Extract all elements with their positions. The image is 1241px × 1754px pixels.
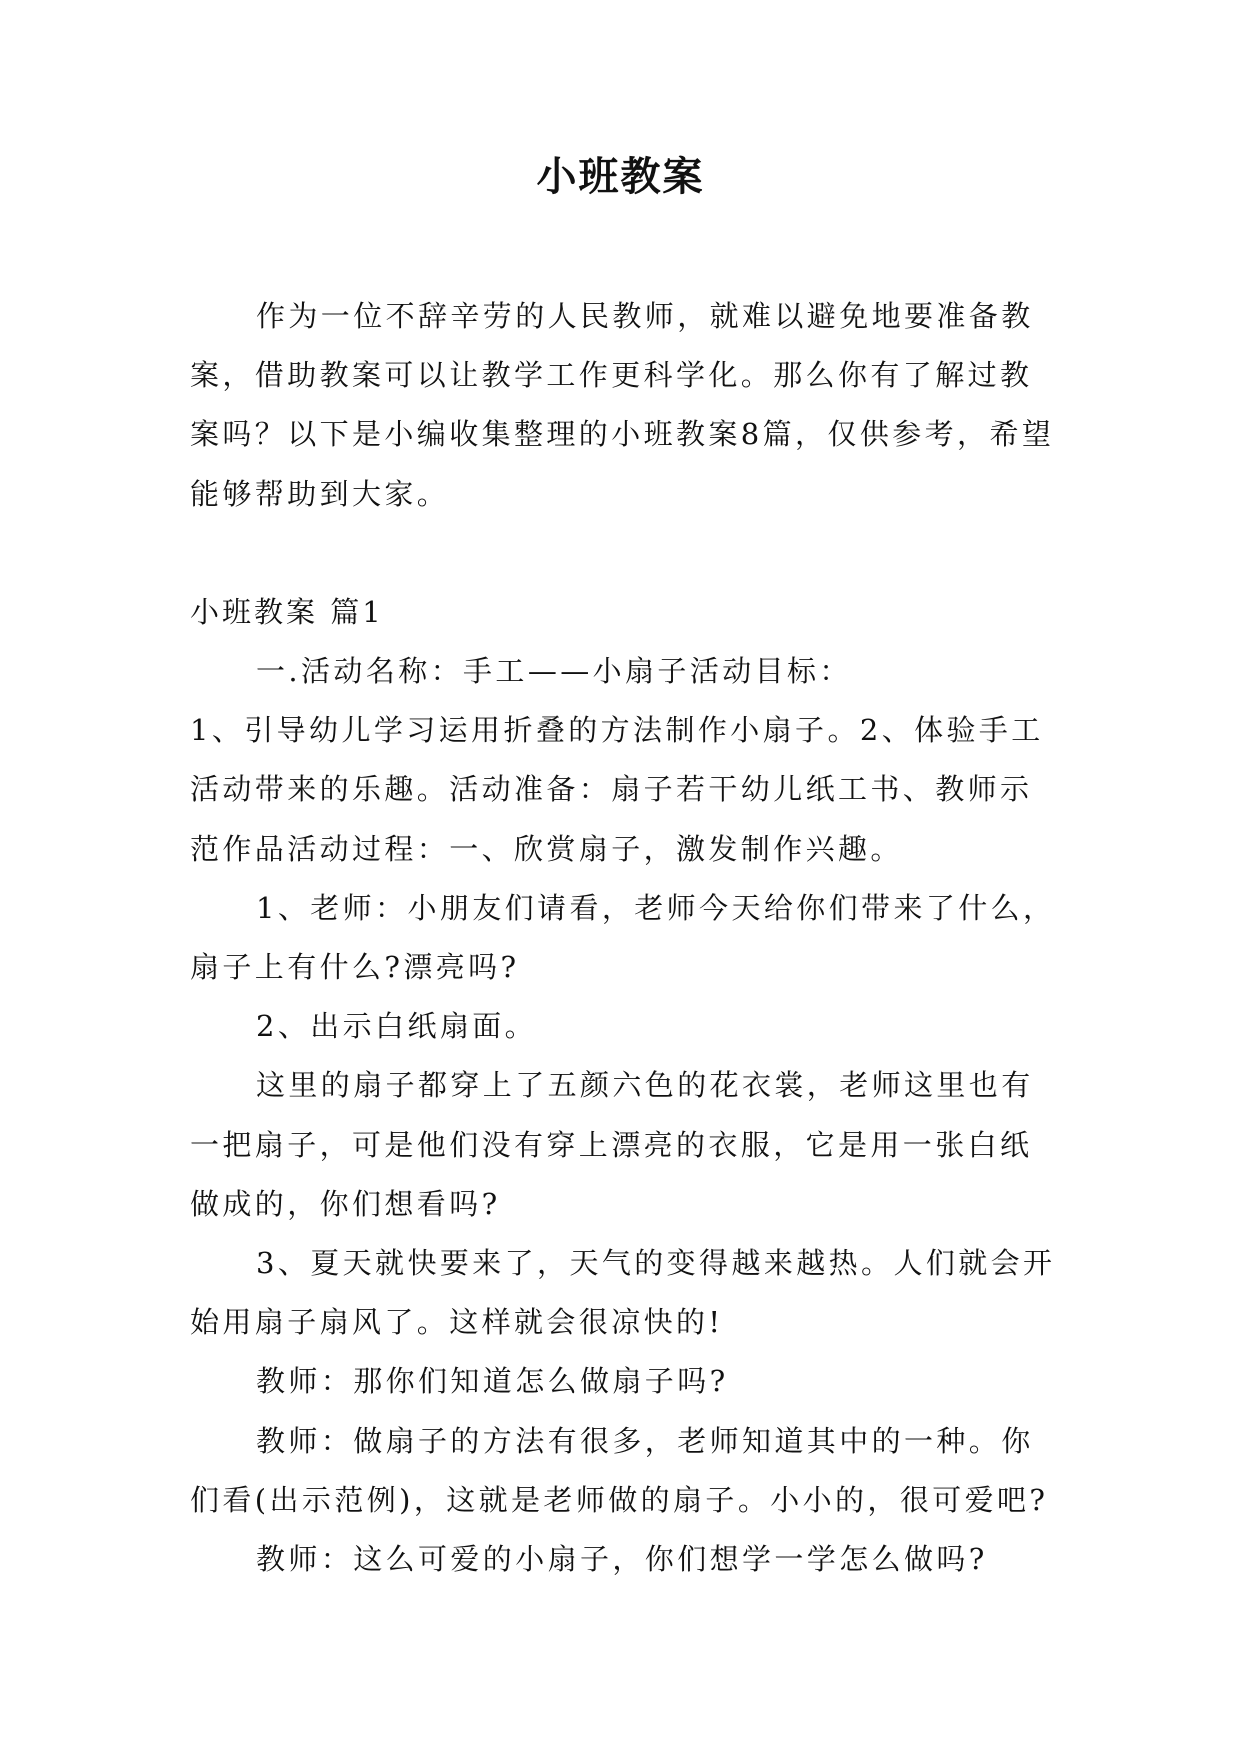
- section-heading: 小班教案 篇1: [190, 594, 384, 629]
- paragraph: 1、老师：小朋友们请看，老师今天给你们带来了什么，扇子上有什么?漂亮吗?: [190, 890, 1056, 985]
- paragraph: 这里的扇子都穿上了五颜六色的花衣裳，老师这里也有一把扇子，可是他们没有穿上漂亮的衣服，它是用一张白纸做成的，你们想看吗?: [190, 1068, 1034, 1221]
- paragraph: 3、夏天就快要来了，天气的变得越来越热。人们就会开始用扇子扇风了。这样就会很凉快的!: [190, 1246, 1056, 1340]
- document-body: [190, 287, 1062, 1589]
- paragraph: 教师：那你们知道怎么做扇子吗?: [256, 1364, 729, 1399]
- intro-paragraph: 作为一位不辞辛劳的人民教师，就难以避免地要准备教案，借助教案可以让教学工作更科学化。那么你有了解过教案吗？以下是小编收集整理的小班教案8篇，仅供参考，希望能够帮助到大家。: [190, 299, 1055, 511]
- paragraph: 2、出示白纸扇面。: [256, 1009, 538, 1044]
- document-title: 小班教案: [536, 153, 705, 200]
- paragraph: 教师：做扇子的方法有很多，老师知道其中的一种。你们看(出示范例)，这就是老师做的扇子。小小的，很可爱吧?: [190, 1423, 1049, 1517]
- paragraph: 一.活动名称：手工——小扇子活动目标：: [256, 654, 852, 689]
- paragraph: 1、引导幼儿学习运用折叠的方法制作小扇子。2、体验手工活动带来的乐趣。活动准备：扇子若干幼儿纸工书、教师示范作品活动过程：一、欣赏扇子，激发制作兴趣。: [190, 713, 1044, 866]
- paragraph: 教师：这么可爱的小扇子，你们想学一学怎么做吗?: [256, 1542, 988, 1577]
